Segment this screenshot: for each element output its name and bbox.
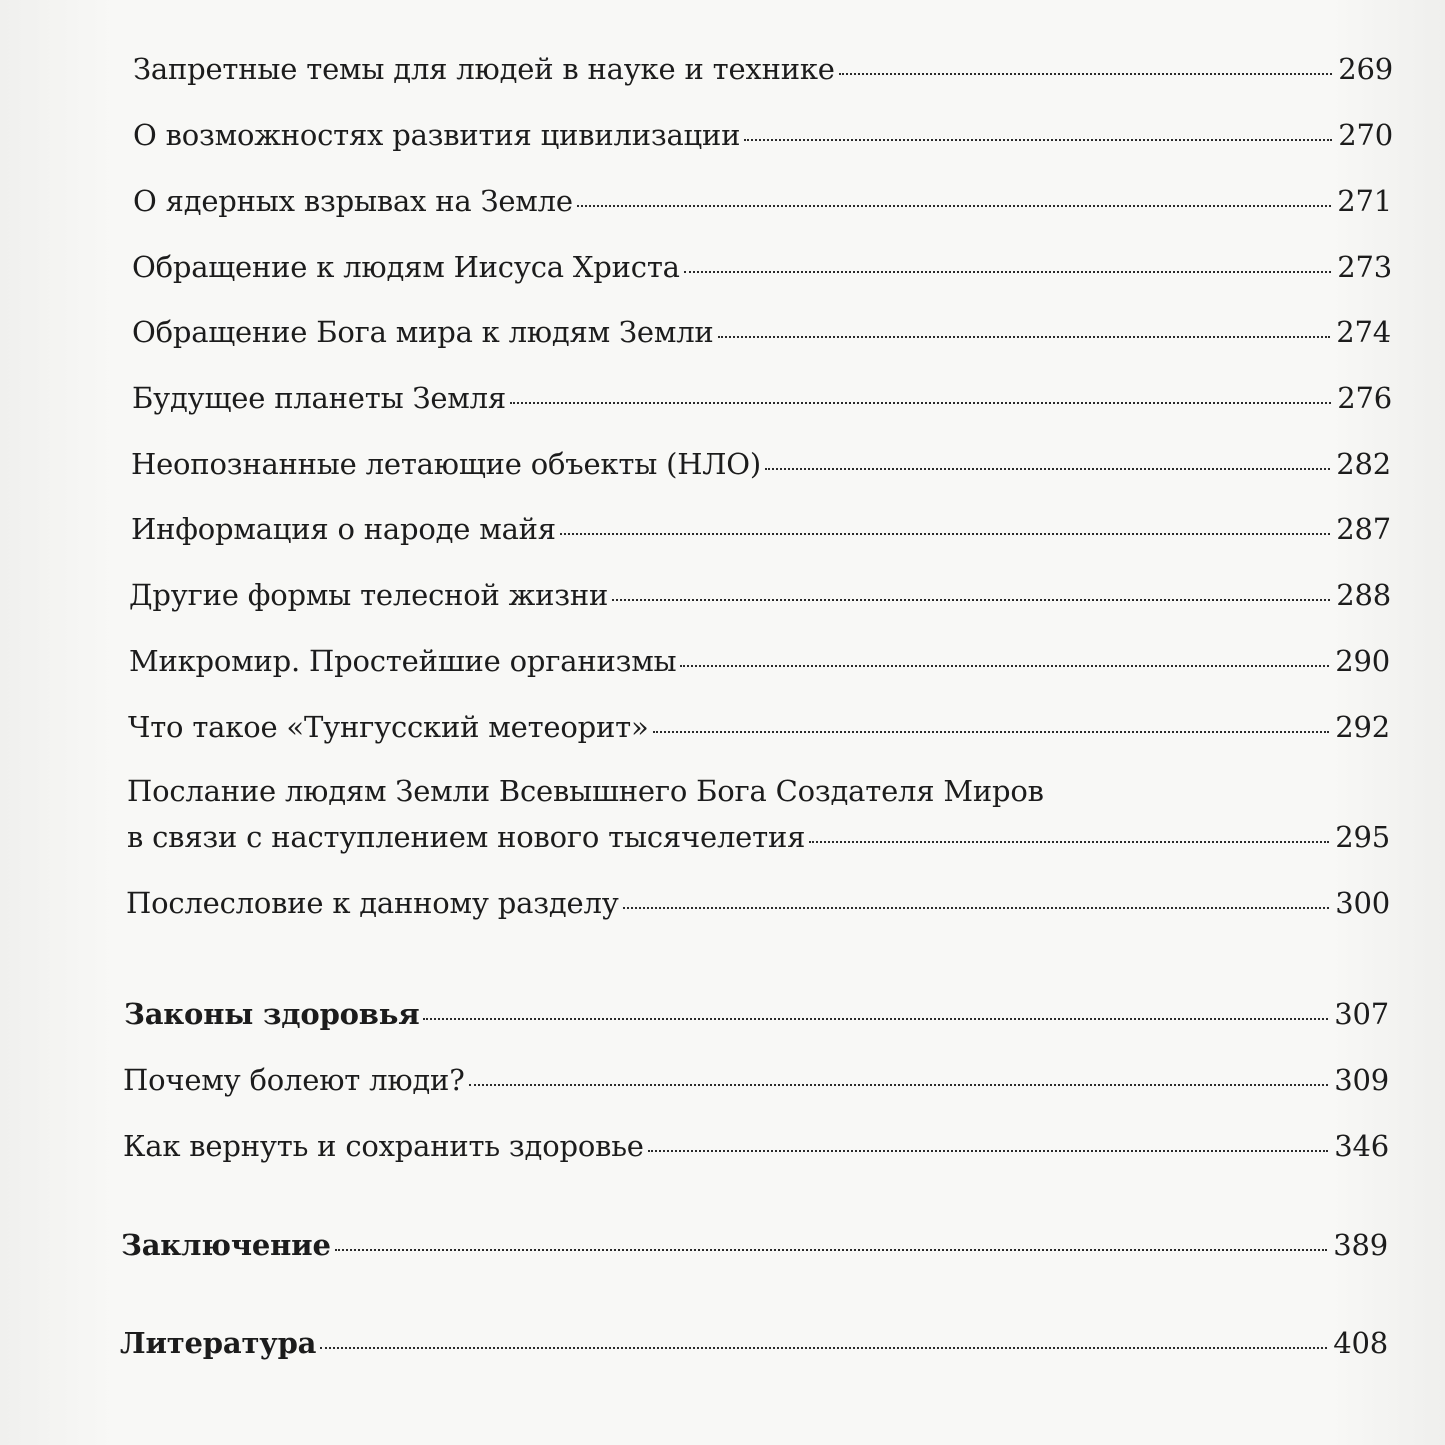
toc-entry-page: 270 xyxy=(1338,118,1393,152)
toc-entry xyxy=(132,250,1392,284)
dot-leader xyxy=(765,468,1330,470)
dot-leader xyxy=(684,271,1331,273)
dot-leader xyxy=(510,402,1331,404)
dot-leader xyxy=(423,1018,1328,1020)
dot-leader xyxy=(718,336,1331,338)
toc-entry-title: О возможностях развития цивилизации xyxy=(133,118,741,152)
dot-leader xyxy=(612,599,1330,601)
toc-entry-page: 271 xyxy=(1337,184,1392,218)
dot-leader xyxy=(648,1150,1328,1152)
toc-section-title: Законы здоровья xyxy=(124,997,420,1031)
dot-leader xyxy=(653,731,1330,733)
toc-entry xyxy=(126,886,1390,920)
toc-entry-page: 273 xyxy=(1337,250,1392,284)
toc-entry-title: Обращение к людям Иисуса Христа xyxy=(132,250,680,284)
toc-entry-page: 309 xyxy=(1334,1063,1389,1097)
toc-entry-title-line2: в связи с наступлением нового тысячелетия xyxy=(127,820,806,854)
toc-entry-page: 276 xyxy=(1337,381,1392,415)
toc-entry-page: 346 xyxy=(1334,1129,1389,1163)
dot-leader xyxy=(469,1084,1329,1086)
toc-entry-page: 269 xyxy=(1338,52,1393,86)
toc-entry-title: О ядерных взрывах на Земле xyxy=(133,184,573,218)
toc-entry-line2 xyxy=(127,820,1390,854)
dot-leader xyxy=(623,907,1330,909)
toc-entry xyxy=(129,644,1390,678)
toc-entry-title: Послесловие к данному разделу xyxy=(126,886,619,920)
dot-leader xyxy=(680,665,1329,667)
toc-section-entry xyxy=(120,1326,1388,1360)
toc-entry-page: 408 xyxy=(1333,1326,1388,1360)
toc-entry xyxy=(133,52,1393,86)
toc-entry-page: 274 xyxy=(1336,315,1391,349)
toc-entry-page: 282 xyxy=(1336,447,1391,481)
toc-entry-multiline xyxy=(127,774,1390,854)
toc-entry-title: Что такое «Тунгусский метеорит» xyxy=(128,710,649,744)
toc-entry-page: 290 xyxy=(1335,644,1390,678)
toc-entry xyxy=(133,184,1392,218)
toc-entry-title: Микромир. Простейшие организмы xyxy=(129,644,677,678)
toc-entry xyxy=(131,512,1391,546)
dot-leader xyxy=(744,139,1332,141)
toc-entry xyxy=(133,118,1393,152)
dot-leader xyxy=(839,73,1333,75)
toc-entry-page: 295 xyxy=(1335,820,1390,854)
dot-leader xyxy=(335,1249,1328,1251)
toc-entry-title-line1: Послание людям Земли Всевышнего Бога Создателя Миров xyxy=(127,774,1044,808)
toc-entry xyxy=(132,315,1391,349)
toc-entry xyxy=(129,578,1391,612)
toc-entry-page: 292 xyxy=(1335,710,1390,744)
toc-entry xyxy=(123,1129,1389,1163)
toc-entry-title: Другие формы телесной жизни xyxy=(129,578,609,612)
toc-entry xyxy=(123,1063,1389,1097)
toc-entry-page: 287 xyxy=(1336,512,1391,546)
toc-entry xyxy=(128,710,1390,744)
toc-section-entry xyxy=(124,997,1389,1031)
toc-section-entry xyxy=(121,1228,1388,1262)
toc-entry-title: Запретные темы для людей в науке и технике xyxy=(133,52,835,86)
toc-entry-title: Неопознанные летающие объекты (НЛО) xyxy=(131,447,761,481)
toc-entry-title: Будущее планеты Земля xyxy=(132,381,506,415)
toc-entry-title: Как вернуть и сохранить здоровье xyxy=(123,1129,644,1163)
toc-entry xyxy=(131,447,1391,481)
toc-entry-page: 300 xyxy=(1335,886,1390,920)
toc-entry-page: 288 xyxy=(1336,578,1391,612)
toc-entry-title: Информация о народе майя xyxy=(131,512,556,546)
toc-entry-title: Почему болеют люди? xyxy=(123,1063,465,1097)
dot-leader xyxy=(320,1347,1327,1349)
dot-leader xyxy=(809,841,1329,843)
toc-section-title: Заключение xyxy=(121,1228,331,1262)
toc-entry-page: 389 xyxy=(1333,1228,1388,1262)
dot-leader xyxy=(560,533,1330,535)
toc-entry-title: Обращение Бога мира к людям Земли xyxy=(132,315,714,349)
dot-leader xyxy=(577,205,1331,207)
toc-entry xyxy=(132,381,1392,415)
toc-entry-page: 307 xyxy=(1334,997,1389,1031)
toc-section-title: Литература xyxy=(120,1326,317,1360)
